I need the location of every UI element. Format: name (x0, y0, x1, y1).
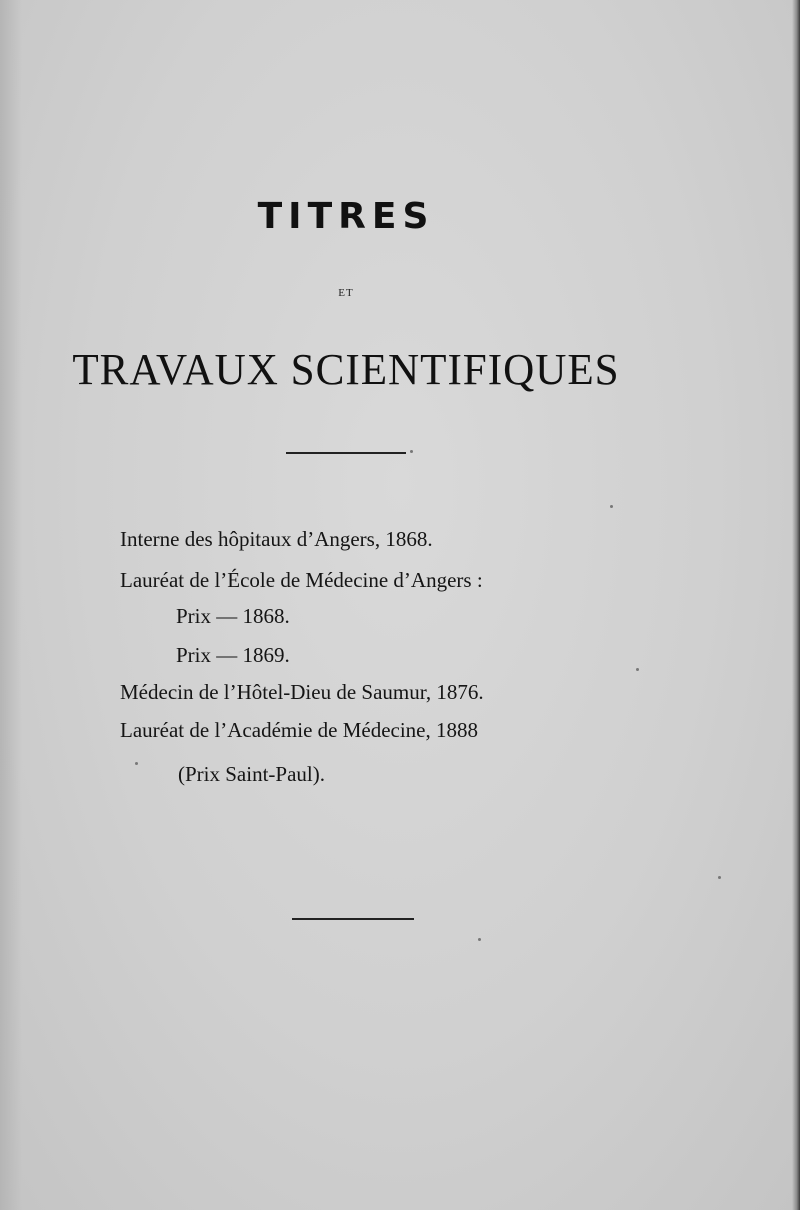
paper-speck (478, 938, 481, 941)
page-right-edge (792, 0, 800, 1210)
entry-laureat-ecole: Lauréat de l’École de Médecine d’Angers : (120, 568, 483, 592)
paper-speck (410, 450, 413, 453)
paper-speck (636, 668, 639, 671)
entry-medecin-saumur: Médecin de l’Hôtel-Dieu de Saumur, 1876. (120, 680, 484, 704)
paper-speck (610, 505, 613, 508)
heading-conjunction: ET (338, 287, 354, 299)
page-left-shadow (0, 0, 22, 1210)
divider-rule-top (286, 452, 406, 454)
paper-speck (135, 762, 138, 765)
heading-titres: TITRES (257, 196, 435, 237)
divider-rule-bottom (292, 918, 414, 920)
entry-prix-1869: Prix — 1869. (176, 643, 290, 667)
entry-laureat-academie: Lauréat de l’Académie de Médecine, 1888 (120, 718, 478, 742)
entry-interne: Interne des hôpitaux d’Angers, 1868. (120, 527, 433, 551)
entry-prix-saint-paul: (Prix Saint-Paul). (178, 762, 325, 786)
paper-speck (718, 876, 721, 879)
heading-travaux-scientifiques: TRAVAUX SCIENTIFIQUES (72, 345, 620, 394)
entry-prix-1868: Prix — 1868. (176, 604, 290, 628)
